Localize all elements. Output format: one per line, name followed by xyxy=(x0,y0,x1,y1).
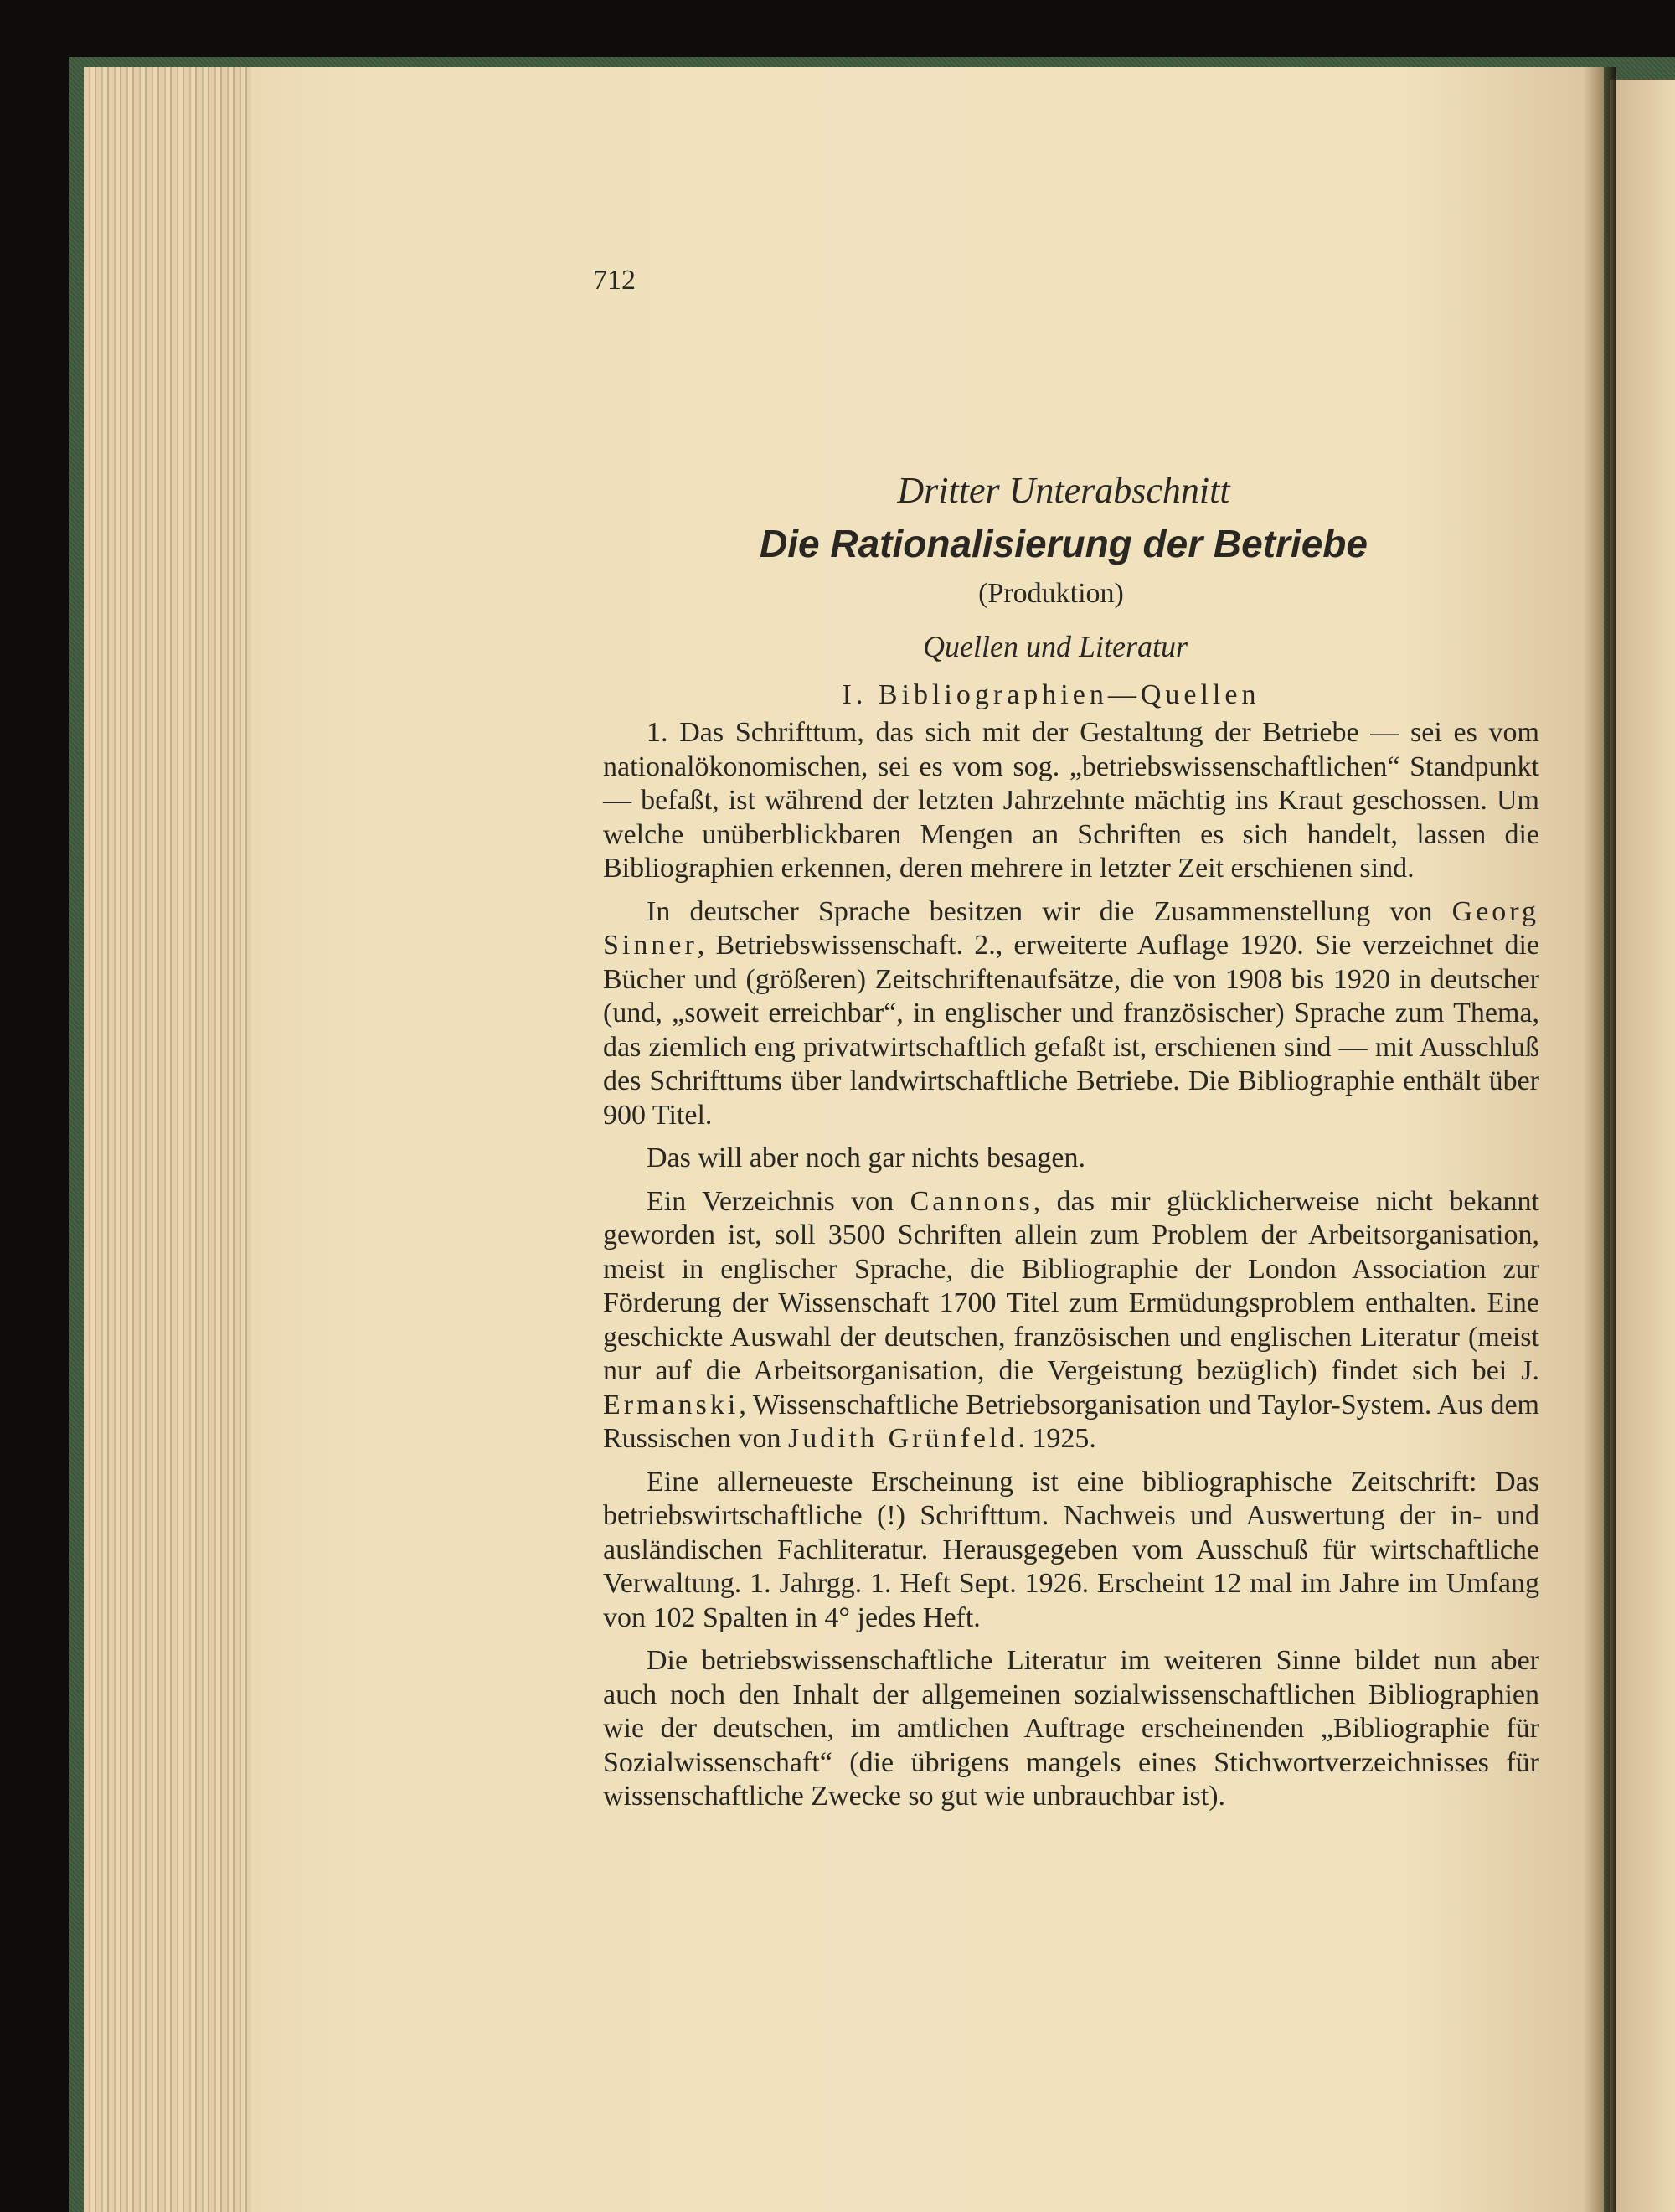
paragraph-4-text-b: , das mir glücklicherweise nicht bekannt geworden ist, soll 3500 Schriften allein zum Problem der Arbeitsorganisation, meist in englischer Sprache, die Bibliographie der London Association zur Förderung der Wissenschaft 1700 Titel zum Ermüdungsproblem enthalten. Eine geschickte Auswahl der deutschen, französischen und englischen Literatur (meist nur auf die Arbeitsorganisation, die Vergeistung bezüglich) findet sich bei J. xyxy=(603,1185,1539,1386)
chapter-title: Die Rationalisierung der Betriebe xyxy=(760,522,1368,565)
facing-page-edge xyxy=(1610,80,1675,2212)
paragraph-4-text-c: , Wissenschaftliche Betriebsorganisation und Taylor-System. Aus dem Russischen von xyxy=(603,1389,1539,1454)
title-note: (Produktion) xyxy=(978,578,1124,609)
paragraph-1: 1. Das Schrifttum, das sich mit der Gestaltung der Betriebe — sei es vom nationalökonomischen, sei es vom sog. „betriebswissenschaftlichen“ Standpunkt — befaßt, ist während der letzten Jahrzehnte mächtig ins Kraut geschossen. Um welche unüberblickbaren Mengen an Schriften es sich handelt, lassen die Bibliographien erkennen, deren mehrere in letzter Zeit erschienen sind. xyxy=(603,717,1539,884)
author-name-sinner: Georg Sinner xyxy=(603,895,1539,961)
subsection-heading: I. Bibliographien—Quellen xyxy=(842,679,1260,710)
paragraph-4-text-d: . 1925. xyxy=(1018,1423,1096,1454)
book-gutter-shadow xyxy=(1583,67,1616,2212)
author-name-cannons: Cannons xyxy=(910,1185,1033,1217)
paragraph-3: Das will aber noch gar nichts besagen. xyxy=(647,1142,1085,1173)
paragraph-4-text-a: Ein Verzeichnis von xyxy=(647,1185,910,1217)
paragraph-2-text-a: In deutscher Sprache besitzen wir die Zusammenstellung von xyxy=(647,895,1452,927)
page-number: 712 xyxy=(593,265,636,296)
paragraph-6: Die betriebswissenschaftliche Literatur im weiteren Sinne bildet nun aber auch noch den Inhalt der allgemeinen sozialwissenschaftlichen Bibliographien wie der deutschen, im amtlichen Auftrage erscheinenden „Bibliographie für Sozialwissenschaft“ (die übrigens mangels eines Stichwortverzeichnisses für wissenschaftliche Zwecke so gut wie unbrauchbar ist). xyxy=(603,1645,1539,1812)
author-name-gruenfeld: Judith Grünfeld xyxy=(788,1423,1018,1454)
paragraph-2-text-b: , Betriebswissenschaft. 2., erweiterte Auflage 1920. Sie verzeichnet die Bücher und (größeren) Zeitschriftenaufsätze, die von 1908 bis 1920 in deutscher (und, „soweit erreichbar“, in englischer und französischer) Sprache zum Thema, das ziemlich eng privatwirtschaftlich gefaßt ist, erschienen sind — mit Ausschluß des Schrifttums über landwirtschaftliche Betriebe. Die Bibliographie enthält über 900 Titel. xyxy=(603,930,1539,1131)
paragraph-4 xyxy=(603,1185,1539,1457)
paragraph-2 xyxy=(603,895,1539,1133)
body-text xyxy=(603,716,1539,1823)
paragraph-5: Eine allerneueste Erscheinung ist eine bibliographische Zeitschrift: Das betriebswirtschaftliche (!) Schrifttum. Nachweis und Auswertung der in- und ausländischen Fachliteratur. Herausgegeben vom Ausschuß für wirtschaftliche Verwaltung. 1. Jahrgg. 1. Heft Sept. 1926. Erscheint 12 mal im Jahre im Umfang von 102 Spalten in 4° jedes Heft. xyxy=(603,1466,1539,1633)
subsection-label: Dritter Unterabschnitt xyxy=(897,470,1230,511)
section-heading: Quellen und Literatur xyxy=(923,630,1188,663)
author-name-ermanski: Ermanski xyxy=(603,1389,740,1421)
